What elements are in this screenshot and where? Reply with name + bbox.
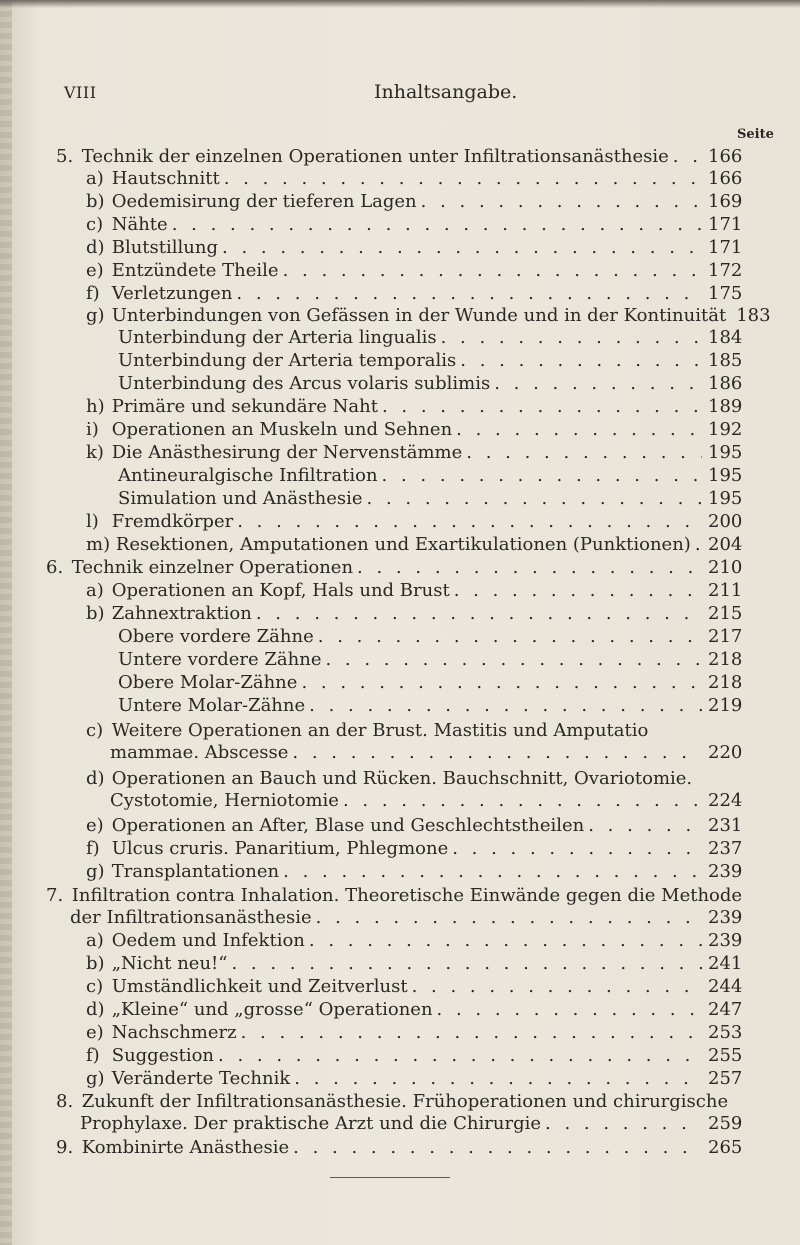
toc-entry-label: m) xyxy=(86,534,111,555)
toc-entry xyxy=(86,720,648,742)
toc-entry-label: b) xyxy=(86,191,105,212)
toc-entry-title: Operationen an Muskeln und Sehnen xyxy=(111,419,453,440)
toc-entry-title: Antineuralgische Infiltration xyxy=(118,465,378,486)
toc-entry-label: l) xyxy=(86,511,99,532)
toc-entry-title: Umständlichkeit und Zeitverlust xyxy=(111,976,408,997)
toc-entry xyxy=(86,191,743,213)
toc-entry xyxy=(86,534,743,556)
toc-entry-text xyxy=(86,861,279,883)
toc-entry-page: 175 xyxy=(708,283,743,304)
toc-entry xyxy=(86,999,743,1021)
toc-entry xyxy=(86,815,743,837)
toc-entry-text xyxy=(86,283,232,305)
toc-entry-label: e) xyxy=(86,1022,104,1043)
toc-entry-page: 215 xyxy=(708,603,743,624)
toc-entry xyxy=(86,214,743,236)
toc-entry-label: g) xyxy=(86,1068,105,1089)
toc-entry-text xyxy=(86,305,726,327)
leader-dots xyxy=(421,191,702,213)
toc-entry-text xyxy=(118,695,305,717)
leader-dots xyxy=(283,260,702,282)
toc-entry-label: a) xyxy=(86,168,104,189)
toc-entry xyxy=(86,260,743,282)
toc-entry-title: Zukunft der Infiltrationsanästhesie. Frühoperationen und chirurgische xyxy=(81,1091,729,1112)
leader-dots xyxy=(545,1113,702,1135)
toc-entry-text xyxy=(118,327,437,349)
toc-entry-text xyxy=(56,1137,289,1159)
toc-entry-text xyxy=(86,237,218,259)
toc-entry-text xyxy=(118,649,321,671)
bottom-rule xyxy=(330,1177,450,1178)
toc-entry xyxy=(118,695,743,717)
leader-dots xyxy=(218,1045,702,1067)
toc-entry xyxy=(86,168,743,190)
toc-entry-text xyxy=(86,838,448,860)
toc-entry-text xyxy=(86,953,227,975)
leader-dots xyxy=(309,930,702,952)
toc-entry-page: 218 xyxy=(708,649,743,670)
toc-entry-label: 8. xyxy=(56,1091,74,1112)
page-number: VIII xyxy=(64,83,97,102)
toc-entry-text xyxy=(86,534,691,556)
toc-entry-text xyxy=(118,373,490,395)
page-header xyxy=(0,83,800,107)
leader-dots xyxy=(172,214,702,236)
toc-entry-title: Suggestion xyxy=(111,1045,215,1066)
toc-entry-title: Technik der einzelnen Operationen unter Infiltrationsanästhesie xyxy=(81,146,669,167)
toc-entry-page: 171 xyxy=(708,214,743,235)
toc-entry-text xyxy=(118,465,378,487)
toc-entry-title: Simulation und Anästhesie xyxy=(118,488,363,509)
toc-entry-label: k) xyxy=(86,442,104,463)
toc-entry-title: Infiltration contra Inhalation. Theoretische Einwände gegen die Methode xyxy=(71,885,743,906)
toc-entry-text xyxy=(86,1045,214,1067)
toc-entry-page: 265 xyxy=(708,1137,743,1158)
toc-entry xyxy=(118,350,743,372)
toc-entry xyxy=(86,305,771,327)
toc-entry-title: Veränderte Technik xyxy=(111,1068,291,1089)
toc-entry-title: Nachschmerz xyxy=(111,1022,237,1043)
leader-dots xyxy=(301,672,702,694)
leader-dots xyxy=(293,1137,702,1159)
toc-entry xyxy=(86,442,743,464)
leader-dots xyxy=(294,1068,702,1090)
toc-entry-title: Operationen an Bauch und Rücken. Bauchschnitt, Ovariotomie. xyxy=(111,768,693,789)
toc-entry-title: „Nicht neu!“ xyxy=(111,953,228,974)
toc-entry-label: b) xyxy=(86,603,105,624)
leader-dots xyxy=(452,838,702,860)
toc-entry xyxy=(86,237,743,259)
toc-entry-page: 171 xyxy=(708,237,743,258)
toc-entry xyxy=(86,511,743,533)
toc-entry xyxy=(86,603,743,625)
toc-entry-title: Untere vordere Zähne xyxy=(118,649,322,670)
toc-entry-title: Ulcus cruris. Panaritium, Phlegmone xyxy=(111,838,449,859)
toc-entry-title: Entzündete Theile xyxy=(111,260,279,281)
toc-entry-label: f) xyxy=(86,838,100,859)
toc-entry-title: Untere Molar-Zähne xyxy=(118,695,306,716)
toc-entry-text xyxy=(86,603,252,625)
toc-entry-label: h) xyxy=(86,396,105,417)
toc-entry-label: a) xyxy=(86,930,104,951)
toc-entry-text xyxy=(86,1022,237,1044)
toc-entry-text xyxy=(46,557,353,579)
toc-entry-page: 195 xyxy=(708,488,743,509)
toc-entry-continuation xyxy=(80,1113,743,1135)
toc-entry-page: 257 xyxy=(708,1068,743,1089)
toc-entry-label: d) xyxy=(86,237,105,258)
leader-dots xyxy=(695,534,702,556)
toc-entry xyxy=(46,557,743,579)
leader-dots xyxy=(673,146,702,168)
leader-dots xyxy=(236,283,702,305)
toc-entry-text xyxy=(86,419,452,441)
toc-entry-label: d) xyxy=(86,999,105,1020)
toc-entry-page: 218 xyxy=(708,672,743,693)
toc-entry-text xyxy=(86,396,378,418)
toc-entry-page: 189 xyxy=(708,396,743,417)
leader-dots xyxy=(292,742,702,764)
toc-entry-label: d) xyxy=(86,768,105,789)
toc-entry-label: c) xyxy=(86,976,104,997)
toc-entry-text xyxy=(86,214,168,236)
toc-entry-page: 231 xyxy=(708,815,743,836)
toc-entry-title: Fremdkörper xyxy=(111,511,234,532)
toc-entry-page: 204 xyxy=(708,534,743,555)
toc-entry xyxy=(118,373,743,395)
toc-entry-title: Transplantationen xyxy=(111,861,280,882)
toc-entry-title: Oedem und Infektion xyxy=(111,930,305,951)
toc-entry-label: b) xyxy=(86,953,105,974)
toc-entry-continuation-text: der Infiltrationsanästhesie xyxy=(70,907,312,928)
toc-entry-page: 255 xyxy=(708,1045,743,1066)
toc-entry-continuation xyxy=(70,907,743,929)
toc-entry-title: Oedemisirung der tieferen Lagen xyxy=(111,191,417,212)
toc-entry-title: Weitere Operationen an der Brust. Mastitis und Amputatio xyxy=(111,720,649,741)
toc-entry-page: 172 xyxy=(708,260,743,281)
leader-dots xyxy=(367,488,703,510)
toc-entry-page: 239 xyxy=(708,930,743,951)
toc-entry xyxy=(56,146,743,168)
toc-entry-text xyxy=(86,168,220,190)
toc-entry xyxy=(86,861,743,883)
toc-entry-title: Technik einzelner Operationen xyxy=(71,557,354,578)
toc-entry-page: 217 xyxy=(708,626,743,647)
toc-entry-text xyxy=(86,260,279,282)
toc-entry-label: g) xyxy=(86,305,105,326)
toc-entry-text xyxy=(118,488,363,510)
toc-entry-continuation xyxy=(110,742,743,764)
toc-entry-text xyxy=(86,442,462,464)
toc-entry-page: 195 xyxy=(708,465,743,486)
toc-entry-page: 253 xyxy=(708,1022,743,1043)
toc-entry xyxy=(46,885,742,907)
page-column-label: Seite xyxy=(737,127,774,142)
toc-entry-title: „Kleine“ und „grosse“ Operationen xyxy=(111,999,433,1020)
toc-entry-page: 220 xyxy=(708,742,743,763)
toc-entry xyxy=(86,283,743,305)
toc-entry-title: Nähte xyxy=(111,214,168,235)
toc-entry-page: 169 xyxy=(708,191,743,212)
toc-entry xyxy=(86,768,692,790)
toc-entry-title: Zahnextraktion xyxy=(111,603,252,624)
toc-entry-title: Unterbindung des Arcus volaris sublimis xyxy=(118,373,491,394)
toc-entry xyxy=(118,672,743,694)
toc-entry-title: Blutstillung xyxy=(111,237,218,258)
leader-dots xyxy=(222,237,702,259)
toc-entry xyxy=(56,1091,728,1113)
toc-entry-text xyxy=(86,720,648,742)
toc-entry xyxy=(86,930,743,952)
toc-entry-text xyxy=(86,976,408,998)
toc-entry-page: 239 xyxy=(708,907,743,928)
toc-entry xyxy=(86,1022,743,1044)
toc-entry-text xyxy=(86,191,417,213)
toc-entry-page: 200 xyxy=(708,511,743,532)
leader-dots xyxy=(588,815,702,837)
leader-dots xyxy=(441,327,702,349)
leader-dots xyxy=(316,907,702,929)
toc-entry-page: 186 xyxy=(708,373,743,394)
toc-entry-continuation-text: Cystotomie, Herniotomie xyxy=(110,790,339,811)
toc-entry-label: f) xyxy=(86,283,100,304)
leader-dots xyxy=(382,396,702,418)
toc-entry-title: Obere Molar-Zähne xyxy=(118,672,298,693)
leader-dots xyxy=(382,465,702,487)
toc-entry xyxy=(118,465,743,487)
toc-entry-page: 239 xyxy=(708,861,743,882)
leader-dots xyxy=(283,861,702,883)
toc-entry-text xyxy=(86,999,433,1021)
leader-dots xyxy=(343,790,702,812)
toc-entry-page: 166 xyxy=(708,168,743,189)
leader-dots xyxy=(454,580,702,602)
leader-dots xyxy=(256,603,702,625)
toc-entry-title: Kombinirte Anästhesie xyxy=(81,1137,290,1158)
toc-entry-text xyxy=(86,768,692,790)
leader-dots xyxy=(494,373,702,395)
toc-entry-text xyxy=(86,1068,290,1090)
leader-dots xyxy=(466,442,702,464)
leader-dots xyxy=(309,695,702,717)
toc-entry-title: Verletzungen xyxy=(111,283,233,304)
toc-entry-page: 211 xyxy=(708,580,743,601)
leader-dots xyxy=(357,557,702,579)
toc-entry xyxy=(86,1045,743,1067)
leader-dots xyxy=(231,953,702,975)
toc-entry xyxy=(118,626,743,648)
toc-entry-label: f) xyxy=(86,1045,100,1066)
toc-entry xyxy=(86,953,743,975)
top-edge-shadow xyxy=(0,0,800,8)
toc-entry-label: a) xyxy=(86,580,104,601)
toc-entry xyxy=(86,838,743,860)
toc-entry-label: 5. xyxy=(56,146,74,167)
leader-dots xyxy=(224,168,702,190)
toc-entry-title: Operationen an After, Blase und Geschlechtstheilen xyxy=(111,815,585,836)
toc-entry-page: 183 xyxy=(736,305,771,326)
toc-entry-page: 185 xyxy=(708,350,743,371)
toc-entry-label: 9. xyxy=(56,1137,74,1158)
toc-entry xyxy=(118,649,743,671)
toc-entry-label: c) xyxy=(86,214,104,235)
toc-entry-text xyxy=(86,580,450,602)
toc-entry xyxy=(86,976,743,998)
toc-entry-page: 195 xyxy=(708,442,743,463)
toc-entry-page: 166 xyxy=(708,146,743,167)
toc-entry-title: Unterbindungen von Gefässen in der Wunde und in der Kontinuität xyxy=(111,305,727,326)
toc-entry xyxy=(86,1068,743,1090)
page-spine-shadow xyxy=(0,0,12,1245)
toc-entry-title: Unterbindung der Arteria lingualis xyxy=(118,327,437,348)
toc-entry-title: Primäre und sekundäre Naht xyxy=(111,396,378,417)
toc-entry-text xyxy=(118,350,456,372)
leader-dots xyxy=(460,350,702,372)
leader-dots xyxy=(318,626,702,648)
toc-entry-text xyxy=(86,511,233,533)
toc-entry xyxy=(86,419,743,441)
toc-entry-page: 192 xyxy=(708,419,743,440)
toc-entry xyxy=(86,396,743,418)
toc-entry-text xyxy=(86,930,305,952)
toc-entry-page: 237 xyxy=(708,838,743,859)
toc-entry-text xyxy=(56,1091,728,1113)
toc-entry-text xyxy=(56,146,669,168)
toc-entry-label: c) xyxy=(86,720,104,741)
toc-entry-continuation-text: mammae. Abscesse xyxy=(110,742,289,763)
toc-entry-title: Die Anästhesirung der Nervenstämme xyxy=(111,442,463,463)
toc-entry-page: 247 xyxy=(708,999,743,1020)
toc-entry xyxy=(118,327,743,349)
toc-entry-page: 241 xyxy=(708,953,743,974)
leader-dots xyxy=(325,649,702,671)
toc-entry-continuation xyxy=(110,790,743,812)
toc-entry-text xyxy=(118,672,297,694)
leader-dots xyxy=(412,976,702,998)
toc-entry-page: 219 xyxy=(708,695,743,716)
toc-entry-label: i) xyxy=(86,419,99,440)
toc-entry-continuation-text: Prophylaxe. Der praktische Arzt und die Chirurgie xyxy=(80,1113,542,1134)
toc-entry-text xyxy=(118,626,314,648)
toc-entry-title: Resektionen, Amputationen und Exartikulationen (Punktionen) xyxy=(115,534,691,555)
toc-entry-page: 244 xyxy=(708,976,743,997)
toc-entry xyxy=(56,1137,743,1159)
leader-dots xyxy=(437,999,702,1021)
toc-entry-label: 6. xyxy=(46,557,64,578)
toc-entry-label: g) xyxy=(86,861,105,882)
toc-entry-page: 224 xyxy=(708,790,743,811)
toc-entry-title: Obere vordere Zähne xyxy=(118,626,314,647)
toc-entry-title: Operationen an Kopf, Hals und Brust xyxy=(111,580,450,601)
running-title: Inhaltsangabe. xyxy=(374,81,518,103)
toc-entry-text xyxy=(86,815,584,837)
toc-entry-text xyxy=(46,885,742,907)
toc-entry xyxy=(86,580,743,602)
toc-entry-title: Unterbindung der Arteria temporalis xyxy=(118,350,457,371)
toc-entry-page: 184 xyxy=(708,327,743,348)
toc-entry-title: Hautschnitt xyxy=(111,168,220,189)
toc-entry xyxy=(118,488,743,510)
leader-dots xyxy=(456,419,702,441)
toc-entry-page: 259 xyxy=(708,1113,743,1134)
toc-entry-label: e) xyxy=(86,815,104,836)
toc-entry-label: 7. xyxy=(46,885,64,906)
leader-dots xyxy=(241,1022,702,1044)
toc-entry-page: 210 xyxy=(708,557,743,578)
toc-entry-label: e) xyxy=(86,260,104,281)
leader-dots xyxy=(237,511,702,533)
